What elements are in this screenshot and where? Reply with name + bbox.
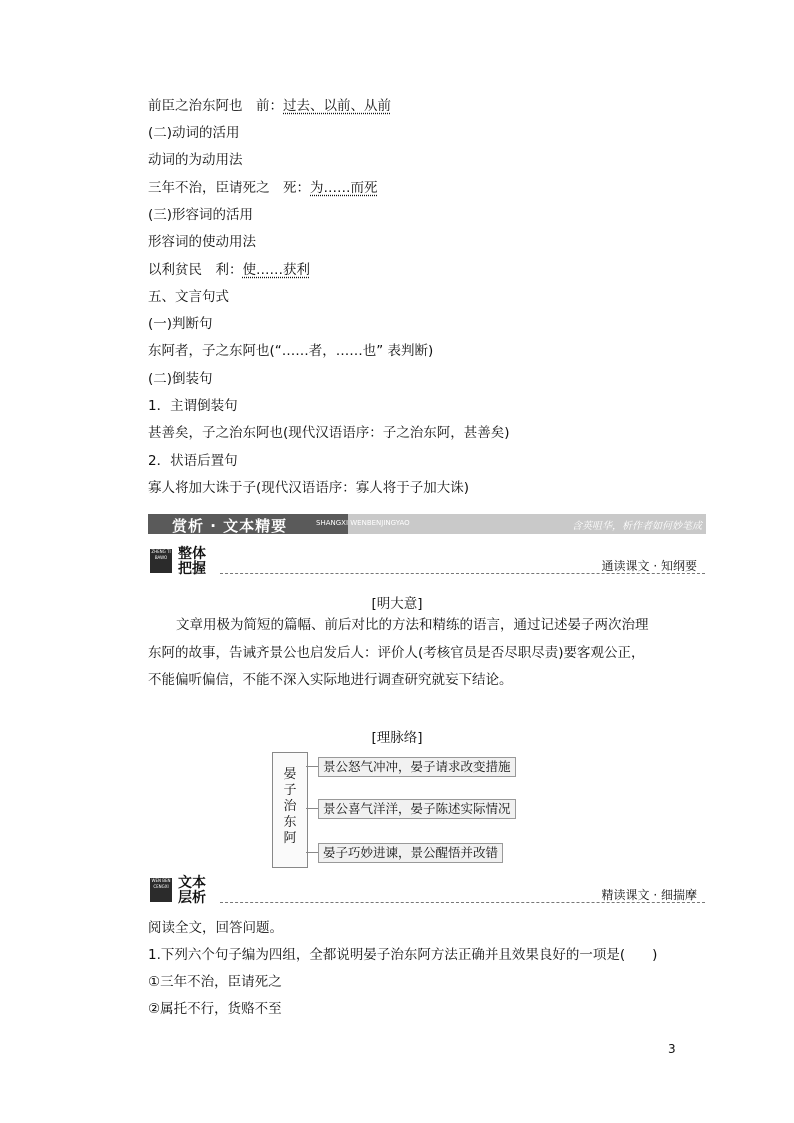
line-text: 前臣之治东阿也 前： — [148, 98, 283, 114]
option-2: ②属托不行，货赂不至 — [148, 1001, 282, 1017]
text-line: (一)判断句 — [148, 316, 213, 332]
diagram-center — [272, 752, 308, 868]
banner-title: 赏析 · 文本精要 — [172, 517, 288, 535]
text-line — [148, 178, 378, 198]
text-line: 2．状语后置句 — [148, 453, 238, 469]
banner-slogan: 含英咀华，析作者如何妙笔成文 — [572, 521, 702, 547]
main-idea-heading: [明大意] — [371, 596, 423, 612]
diagram-branch: 晏子巧妙进谏，景公醒悟并改错 — [318, 843, 503, 863]
text-line: (二)倒装句 — [148, 371, 213, 387]
text-line: 寡人将加大诛于子(现代汉语语序：寡人将于子加大诛) — [148, 480, 470, 496]
text-line: 甚善矣，子之治东阿也(现代汉语语序：子之治东阿，甚善矣) — [148, 425, 510, 441]
text-line: 东阿者，子之东阿也(“……者，……也” 表判断) — [148, 343, 434, 359]
text-line: 形容词的使动用法 — [148, 234, 256, 250]
line-annotation: 为……而死 — [310, 180, 378, 196]
line-annotation: 过去、以前、从前 — [283, 98, 391, 114]
text-line: 五、文言句式 — [148, 289, 229, 305]
section-title: 文本 层析 — [178, 875, 206, 906]
main-idea-paragraph: 文章用极为简短的篇幅、前后对比的方法和精练的语言，通过记述晏子两次治理东阿的故事，告诫齐景公也启发后人：评价人(考核官员是否尽职尽责)要客观公正，不能偏听偏信，不能不深入实际地进行调查研究就妄下结论。 — [148, 617, 649, 688]
section-title: 整体 把握 — [178, 546, 206, 577]
section-header-analysis — [150, 876, 705, 906]
text-line: (三)形容词的活用 — [148, 207, 254, 223]
text-line — [148, 260, 310, 280]
structure-heading: [理脉络] — [371, 730, 423, 746]
line-text: 以利贫民 利： — [148, 262, 243, 278]
banner-pinyin: SHANGXI WENBENJINGYAO — [316, 519, 410, 527]
section-header-overview — [150, 547, 705, 577]
structure-diagram — [272, 752, 550, 868]
page-number: 3 — [668, 1042, 676, 1056]
text-line — [148, 96, 391, 116]
section-icon: WEN BEN CENGXI — [150, 878, 172, 902]
option-1: ①三年不治，臣请死之 — [148, 974, 282, 990]
text-line: (二)动词的活用 — [148, 125, 240, 141]
line-annotation: 使……获利 — [242, 262, 310, 278]
diagram-branch: 景公怒气冲冲，晏子请求改变措施 — [318, 757, 516, 777]
section-subtitle: 通读课文 · 知纲要 — [601, 559, 697, 573]
text-line: 1．主谓倒装句 — [148, 398, 238, 414]
question-1: 1.下列六个句子编为四组，全都说明晏子治东阿方法正确并且效果良好的一项是( ) — [148, 947, 658, 963]
section-icon: ZHENG TI BAWO — [150, 549, 172, 573]
section-banner — [148, 514, 706, 547]
section-subtitle: 精读课文 · 细揣摩 — [601, 888, 697, 902]
diagram-center-label: 晏 子 治 东 阿 — [283, 767, 297, 846]
reading-intro: 阅读全文，回答问题。 — [148, 920, 283, 936]
diagram-branch: 景公喜气洋洋，晏子陈述实际情况 — [318, 799, 516, 819]
text-line: 动词的为动用法 — [148, 152, 243, 168]
line-text: 三年不治，臣请死之 死： — [148, 180, 310, 196]
